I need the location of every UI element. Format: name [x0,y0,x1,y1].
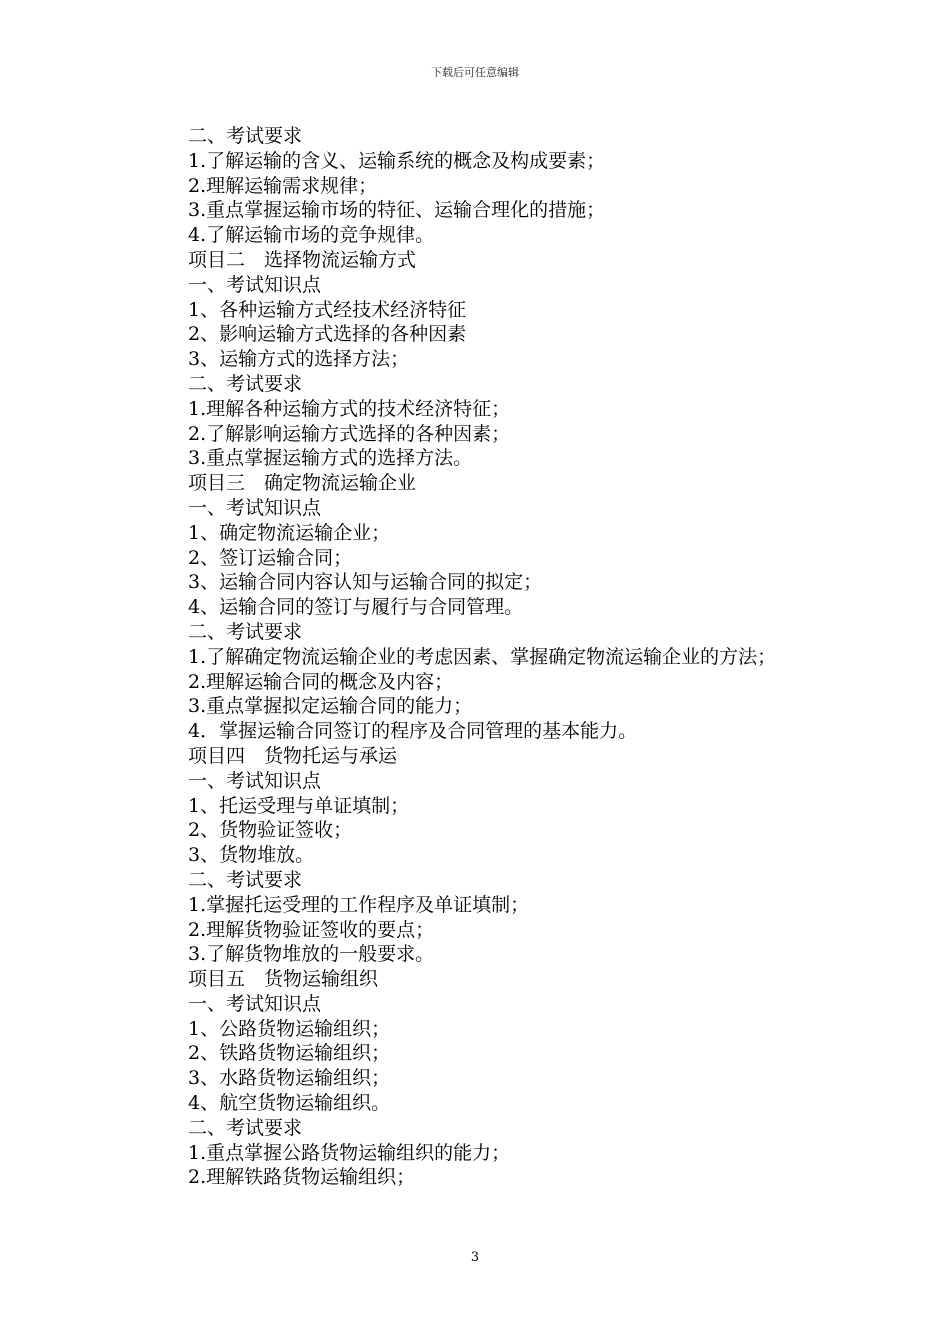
section-heading: 二、考试要求 [188,620,303,643]
page-header: 下载后可任意编辑 [431,66,519,79]
list-item: 3、水路货物运输组织； [188,1067,391,1090]
list-item: 2.理解运输合同的概念及内容； [188,670,454,693]
list-item: 3.重点掌握运输市场的特征、运输合理化的措施； [188,199,606,222]
list-item: 2、签订运输合同； [188,546,353,569]
list-item: 1.了解确定物流运输企业的考虑因素、掌握确定物流运输企业的方法； [188,645,777,668]
section-heading: 二、考试要求 [188,1116,303,1139]
list-item: 1.重点掌握公路货物运输组织的能力； [188,1141,511,1164]
list-item: 3.重点掌握运输方式的选择方法。 [188,447,473,470]
section-heading: 二、考试要求 [188,372,303,395]
list-item: 1、确定物流运输企业； [188,521,391,544]
section-heading: 一、考试知识点 [188,992,322,1015]
page-number: 3 [470,1250,480,1265]
list-item: 4、运输合同的签订与履行与合同管理。 [188,596,524,619]
project-heading: 项目四 货物托运与承运 [188,744,398,767]
list-item: 1.理解各种运输方式的技术经济特征； [188,397,511,420]
list-item: 2.理解运输需求规律； [188,174,378,197]
list-item: 2、货物验证签收； [188,819,353,842]
list-item: 1.了解运输的含义、运输系统的概念及构成要素； [188,149,606,172]
section-heading: 一、考试知识点 [188,273,322,296]
section-heading: 二、考试要求 [188,868,303,891]
list-item: 3、运输合同内容认知与运输合同的拟定； [188,571,543,594]
list-item: 3、运输方式的选择方法； [188,348,410,371]
section-heading: 一、考试知识点 [188,769,322,792]
list-item: 2、影响运输方式选择的各种因素 [188,323,467,346]
list-item: 1.掌握托运受理的工作程序及单证填制； [188,893,530,916]
list-item: 4.了解运输市场的竞争规律。 [188,224,435,247]
list-item: 1、各种运输方式经技术经济特征 [188,298,467,321]
list-item: 2.理解铁路货物运输组织； [188,1166,416,1189]
list-item: 2.理解货物验证签收的要点； [188,918,435,941]
list-item: 1、公路货物运输组织； [188,1017,391,1040]
list-item: 2.了解影响运输方式选择的各种因素； [188,422,511,445]
document-body [145,124,815,1190]
section-heading: 一、考试知识点 [188,496,322,519]
list-item: 2、铁路货物运输组织； [188,1042,391,1065]
section-heading: 二、考试要求 [188,125,303,147]
list-item: 4．掌握运输合同签订的程序及合同管理的基本能力。 [188,720,638,743]
list-item: 4、航空货物运输组织。 [188,1092,391,1115]
project-heading: 项目五 货物运输组织 [188,968,379,991]
project-heading: 项目三 确定物流运输企业 [188,472,417,495]
list-item: 1、托运受理与单证填制； [188,794,410,817]
project-heading: 项目二 选择物流运输方式 [188,248,417,271]
list-item: 3.了解货物堆放的一般要求。 [188,943,435,966]
list-item: 3.重点掌握拟定运输合同的能力； [188,695,473,718]
list-item: 3、货物堆放。 [188,844,315,867]
